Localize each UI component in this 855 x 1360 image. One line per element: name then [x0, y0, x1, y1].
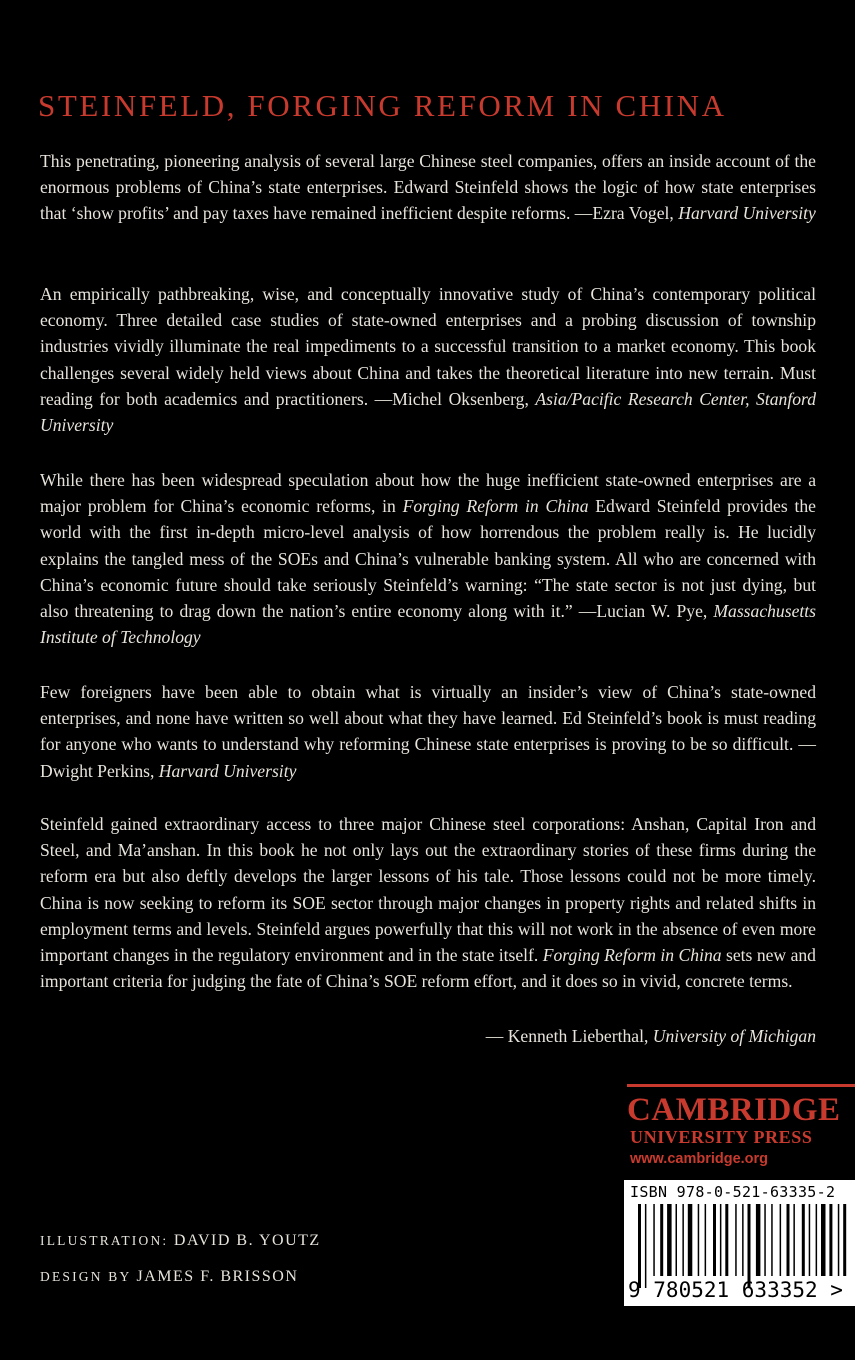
barcode-digits: 9 780521 633352 >	[628, 1278, 843, 1302]
reviewer-name: —Dwight Perkins,	[40, 734, 816, 781]
design-name: JAMES F. BRISSON	[136, 1268, 299, 1285]
review-pye	[40, 467, 816, 650]
reviewer-affiliation: Asia/Pacific Research Center, Stanford University	[40, 388, 816, 436]
reviewer-name: —Lucian W. Pye,	[578, 601, 714, 622]
design-label: DESIGN BY	[40, 1269, 131, 1284]
reviewer-affiliation: Harvard University	[158, 760, 297, 781]
review-text: An empirically pathbreaking, wise, and conceptually innovative study of China’s contemporary political economy. Three detailed case studies of state-owned enterprises and a probing discussion of township industries vividly illuminate the real impediments to a successful transition to a market economy. This book challenges several widely held views about China and takes the theoretical literature into new terrain. Must reading for both academics and practitioners.	[40, 284, 816, 409]
lieberthal-attribution	[486, 1023, 816, 1049]
review-lieberthal	[40, 811, 816, 994]
review-text: This penetrating, pioneering analysis of several large Chinese steel companies, offers an inside account of the enormous problems of China’s state enterprises. Edward Steinfeld shows the logic of how state enterprises that ‘show profits’ and pay taxes have remained inefficient despite reforms.	[40, 151, 816, 224]
review-text: While there has been widespread speculation about how the huge inefficient state-owned enterprises are a major problem for China’s economic reforms, in	[40, 470, 816, 517]
reviewer-affiliation: Massachusetts Institute of Technology	[40, 601, 816, 648]
illustration-name: DAVID B. YOUTZ	[173, 1232, 321, 1249]
publisher-url: www.cambridge.org	[630, 1151, 769, 1167]
book-title-inline: Forging Reform in China	[402, 496, 589, 517]
review-text: Few foreigners have been able to obtain what is virtually an insider’s view of China’s state-owned enterprises, and none have written so well about what they have learned. Ed Steinfeld’s book is must reading for anyone who wants to understand why reforming Chinese state enterprises is proving to be so difficult.	[40, 682, 816, 755]
review-perkins	[40, 679, 816, 784]
review-oksenberg	[40, 281, 816, 438]
publisher-press: UNIVERSITY PRESS	[630, 1127, 813, 1147]
review-text: Edward Steinfeld provides the world with the first in-depth micro-level analysis of how horrendous the problem really is. He lucidly explains the tangled mess of the SOEs and China’s vulnerable banking system. All who are concerned with China’s economic future should take seriously Steinfeld’s warning: “The state sector is not just dying, but also threatening to drag down the nation’s entire economy along with it.”	[40, 496, 816, 622]
illustration-label: ILLUSTRATION:	[40, 1233, 169, 1248]
book-title-heading: STEINFELD, FORGING REFORM IN CHINA	[38, 88, 727, 123]
reviewer-affiliation: Harvard University	[678, 203, 816, 224]
publisher-name: CAMBRIDGE	[627, 1092, 841, 1128]
review-text: sets new and important criteria for judging the fate of China’s SOE reform effort, and it does so in vivid, concrete terms.	[40, 945, 816, 992]
review-vogel	[40, 148, 816, 227]
design-credit	[40, 1268, 298, 1286]
book-title-inline: Forging Reform in China	[542, 945, 722, 966]
reviewer-name: — Kenneth Lieberthal,	[485, 1026, 653, 1046]
review-text: Steinfeld gained extraordinary access to three major Chinese steel corporations: Anshan, Capital Iron and Steel, and Ma’anshan. In this book he not only lays out the extraordinary stories of these firms during the reform era but also deftly develops the larger lessons of his tale. Those lessons could not be more timely. China is now seeking to reform its SOE sector through major changes in property rights and related shifts in employment terms and levels. Steinfeld argues powerfully that this will not work in the absence of even more important changes in the regulatory environment and in the state itself.	[40, 814, 816, 966]
reviewer-affiliation: University of Michigan	[652, 1026, 816, 1046]
illustration-credit	[40, 1232, 321, 1250]
isbn-label: ISBN 978-0-521-63335-2	[630, 1183, 836, 1201]
reviewer-name: —Michel Oksenberg,	[374, 388, 536, 409]
reviewer-name: —Ezra Vogel,	[574, 203, 679, 224]
